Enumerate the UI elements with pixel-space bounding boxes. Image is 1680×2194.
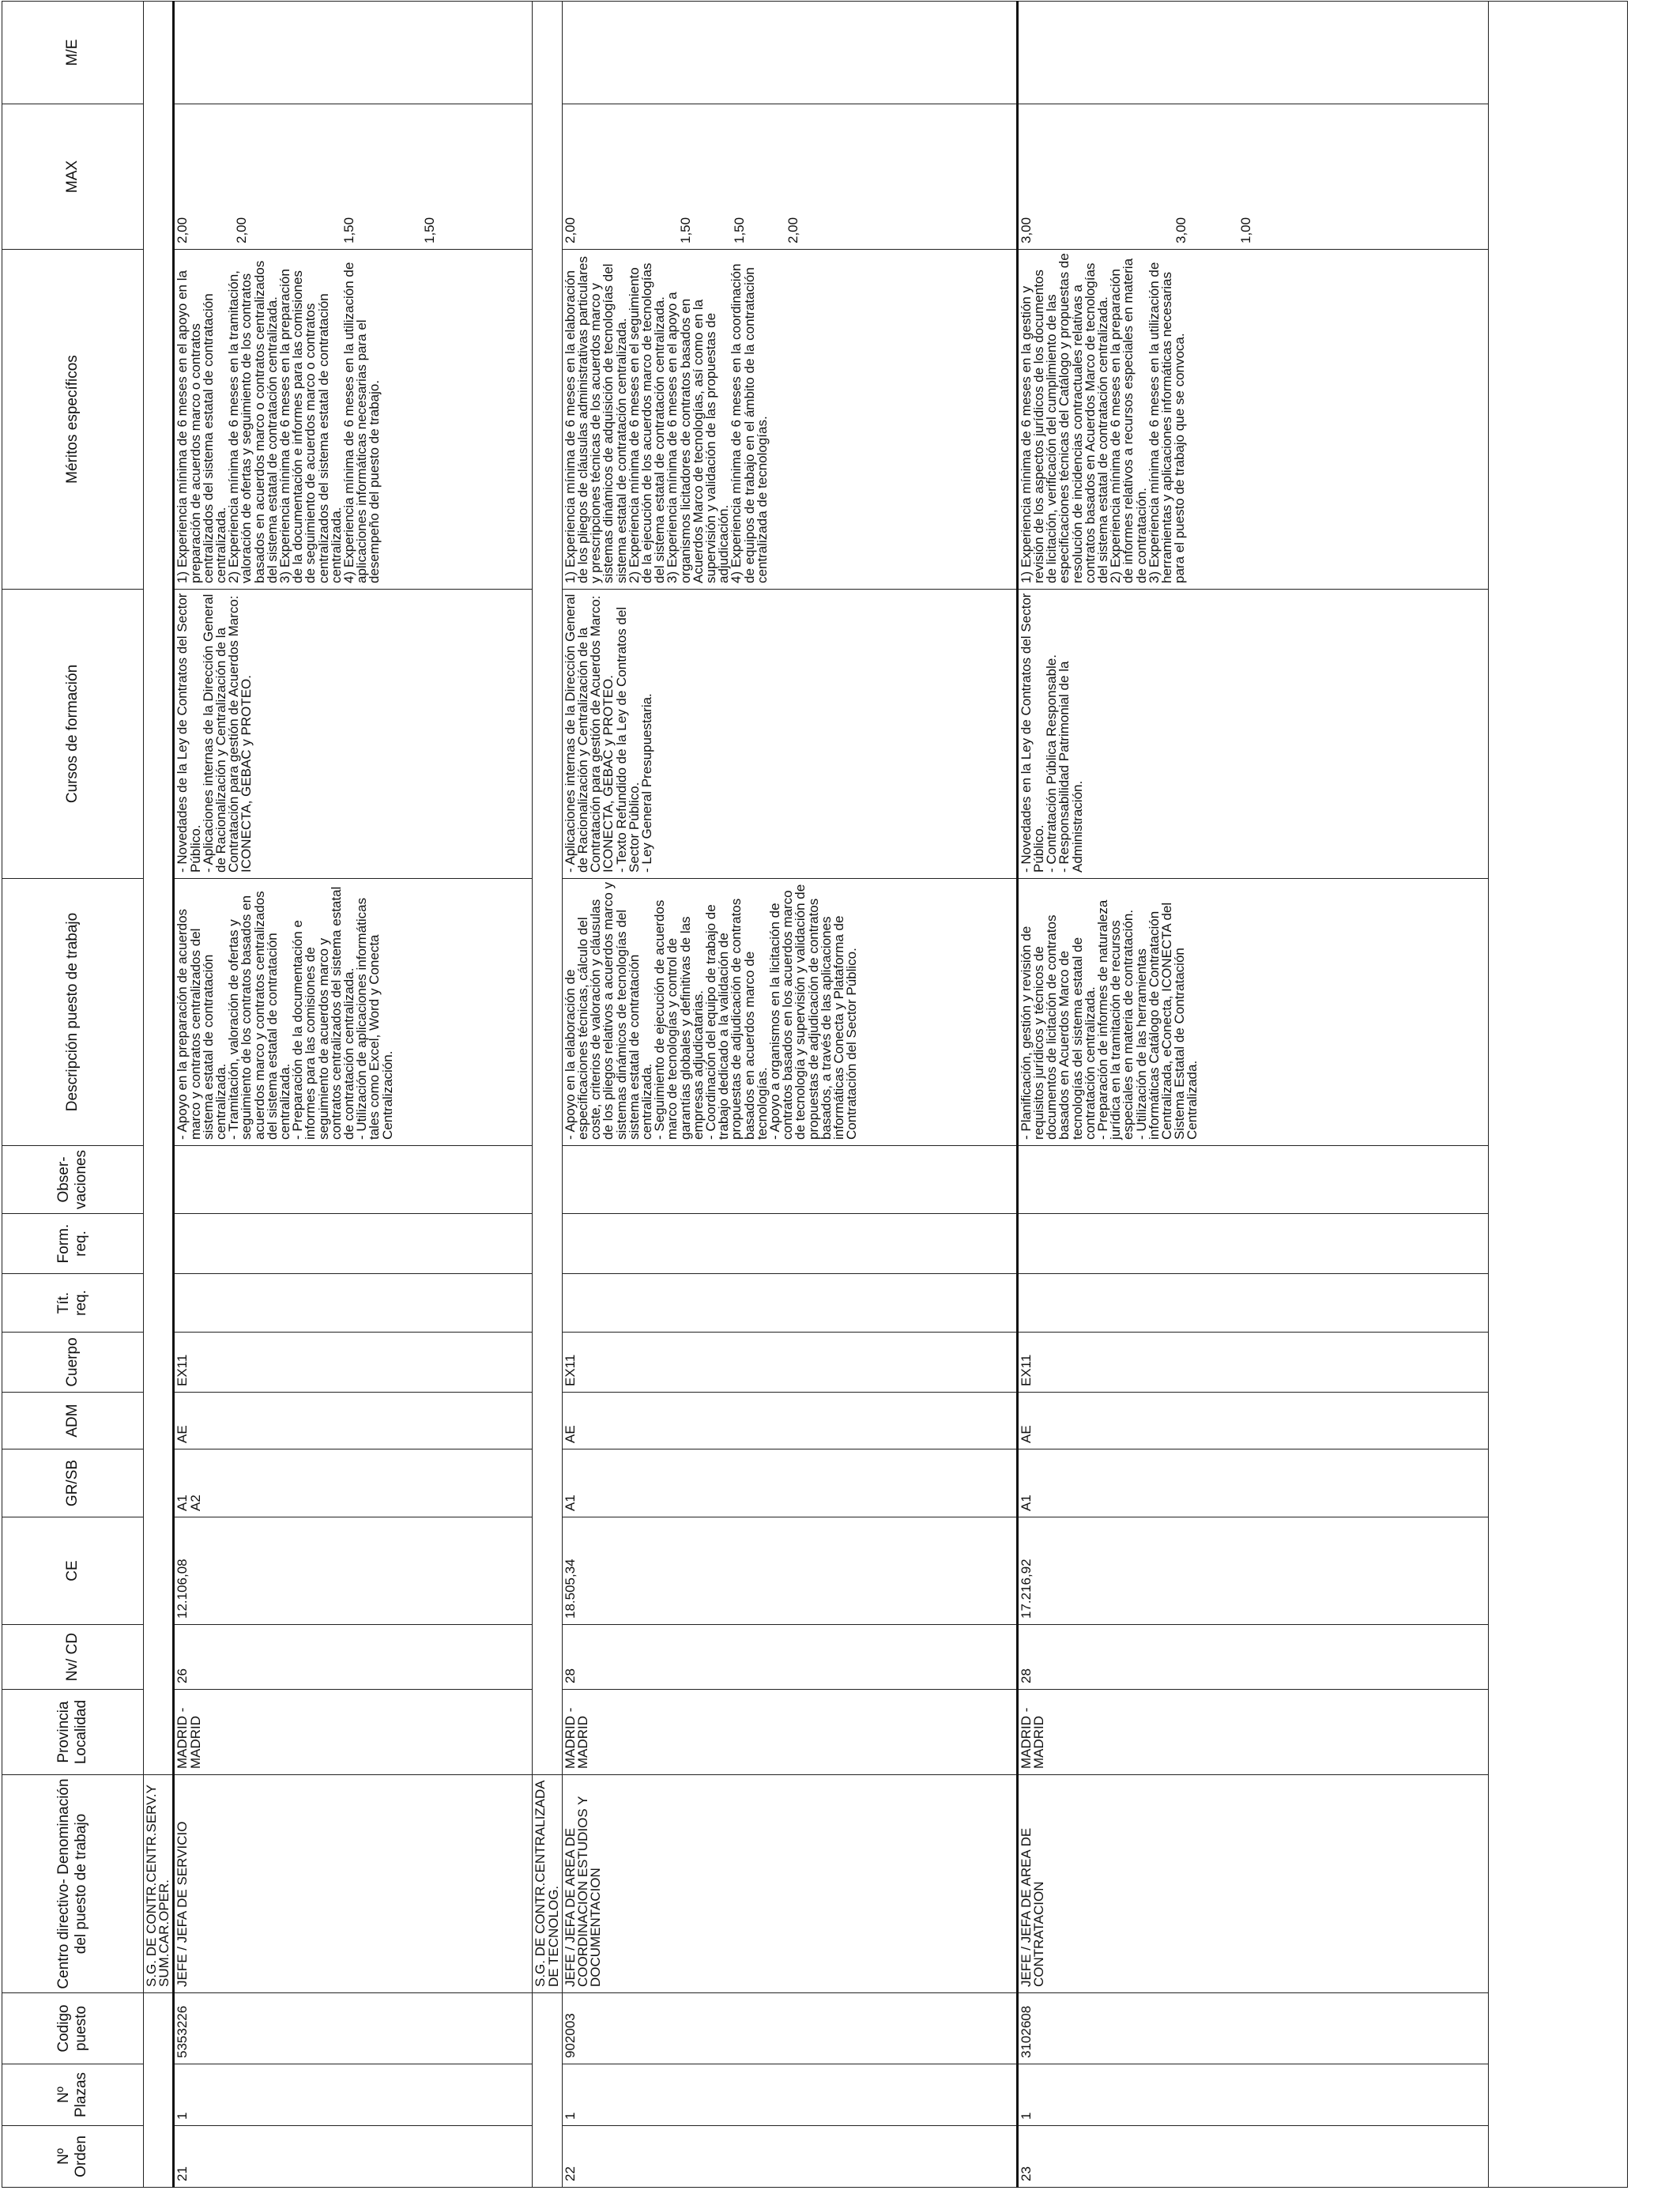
cell-me	[1017, 2, 1488, 104]
header-formacion: Form. req.	[2, 1214, 144, 1274]
cell-provincia	[174, 1690, 533, 1775]
cell-grupo	[562, 1449, 1017, 1517]
cell-grupo	[1017, 1449, 1488, 1517]
cell-orden: 21	[174, 2126, 533, 2188]
cell-formacion	[174, 1214, 533, 1274]
cell-meritos	[1017, 250, 1488, 590]
header-adm: ADM	[2, 1393, 144, 1449]
table-row	[174, 2, 533, 2188]
subheading-cell	[144, 1775, 174, 1993]
cell-adm: AE	[562, 1393, 1017, 1449]
cell-titulacion	[1017, 1274, 1488, 1333]
cell-plazas: 1	[1017, 2064, 1488, 2126]
subheading-row	[144, 2, 174, 2188]
cell-me	[174, 2, 533, 104]
max-score-3: 1,50	[341, 217, 356, 243]
header-observaciones: Obser- vaciones	[2, 1146, 144, 1214]
grupo-text: A1 A2	[175, 1495, 203, 1511]
max-score-2: 3,00	[1173, 217, 1189, 243]
cell-grupo	[174, 1449, 533, 1517]
cell-orden: 23	[1017, 2126, 1488, 2188]
cell-cursos	[562, 590, 1017, 879]
cell-codigo: 5353226	[174, 1993, 533, 2064]
meritos-text: 1) Experiencia mínima de 6 meses en la gestión y revisión de los aspectos jurídicos de los documentos de licitación, verificación del cumplimiento de las especificaciones técnicas del Catálogo y propuestas de resolución de incidencias contractuales relativas a contratos basados en Acuerdos Marco de tecnologías del sistema estatal de contratación centralizada. 2) Experiencia mínima de 6 meses en la preparación de informes relativos a recursos especiales en materia de contratación. 3) Experiencia mínima de 6 meses en la utilización de herramientas y aplicaciones informáticas necesarias para el puesto de trabajo que se convoca.	[1018, 253, 1188, 583]
cell-plazas: 1	[562, 2064, 1017, 2126]
cell-centro	[174, 1775, 533, 1993]
cell-cuerpo: EX11	[1017, 1333, 1488, 1393]
cell-nivel: 28	[562, 1625, 1017, 1690]
header-grupo: GR/SB	[2, 1449, 144, 1517]
meritos-text: 1) Experiencia mínima de 6 meses en el apoyo en la preparación de acuerdos marco o contratos centralizados del sistema estatal de contratación centralizada. 2) Experiencia mínima de 6 meses en la tramitación, valoración de ofertas y seguimiento de los contratos basados en acuerdos marco o contratos centralizados del sistema estatal de contratación centralizada. 3) Experiencia mínima de 6 meses en la preparación de la documentación e informes para las comisiones de seguimiento de acuerdos marco o contratos centralizados del sistema estatal de contratación centralizada. 4) Experiencia mínima de 6 meses en la utilización de aplicaciones informáticas necesarias para el desempeño del puesto de trabajo.	[175, 260, 382, 583]
header-cuerpo: Cuerpo	[2, 1333, 144, 1393]
header-meritos: Méritos específicos	[2, 250, 144, 590]
max-score-1: 2,00	[175, 217, 190, 243]
cell-centro	[1017, 1775, 1488, 1993]
header-descripcion: Descripción puesto de trabajo	[2, 879, 144, 1146]
cell-cursos	[1017, 590, 1488, 879]
max-score-2: 2,00	[233, 217, 249, 243]
descripcion-text: - Planificación, gestión y revisión de requisitos jurídicos y técnicos de documentos de licitación de contratos basados en Acuerdos Marco de tecnologías del sistema estatal de contratación centralizada. - Preparación de informes de naturaleza jurídica en la tramitación de recursos especiales en materia de contratación. - Utilización de las herramientas informáticas Catálogo de Contratación Centralizada, eConecta, ICONECTA del Sistema Estatal de Contratación Centralizada.	[1018, 899, 1200, 1140]
subheading-cell	[533, 1775, 562, 1993]
centro-text: JEFE / JEFA DE AREA DE COORDINACION ESTUDIOS Y DOCUMENTACION	[562, 1793, 604, 1987]
cell-ce: 17.216,92	[1017, 1517, 1488, 1625]
cell-cursos	[174, 590, 533, 879]
max-score-3: 1,00	[1238, 217, 1254, 243]
header-orden: Nº Orden	[2, 2126, 144, 2188]
header-codigo: Codigo puesto	[2, 1993, 144, 2064]
cell-codigo: 3102608	[1017, 1993, 1488, 2064]
cell-max	[174, 104, 533, 250]
cell-observaciones	[562, 1146, 1017, 1214]
cursos-text: - Novedades en la Ley de Contratos del Sector Público. - Contratación Pública Responsable. - Responsabilidad Patrimonial de la Administración.	[1018, 593, 1085, 873]
max-score-4: 2,00	[785, 217, 801, 243]
subheading-text: S.G. DE CONTR.CENTRALIZADA DE TECNOLOG.	[533, 1777, 561, 1987]
max-score-1: 3,00	[1018, 217, 1034, 243]
cell-cuerpo: EX11	[174, 1333, 533, 1393]
cell-formacion	[1017, 1214, 1488, 1274]
max-score-2: 1,50	[678, 217, 694, 243]
cursos-text: - Novedades de la Ley de Contratos del Sector Público. - Aplicaciones internas de la Dirección General de Racionalización y Centralización de la Contratación para gestión de Acuerdos Marco: ICONECTA, GEBAC y PROTEO.	[175, 593, 254, 873]
header-max: MAX	[2, 104, 144, 250]
header-me: M/E	[2, 2, 144, 104]
cell-descripcion	[174, 879, 533, 1146]
max-score-4: 1,50	[422, 217, 438, 243]
header-plazas: Nº Plazas	[2, 2064, 144, 2126]
provincia-text: MADRID - MADRID	[1018, 1703, 1047, 1769]
max-score-3: 1,50	[732, 217, 748, 243]
cell-nivel: 28	[1017, 1625, 1488, 1690]
job-positions-table	[2, 1, 1628, 2188]
cell-provincia	[1017, 1690, 1488, 1775]
cell-adm: AE	[1017, 1393, 1488, 1449]
descripcion-text: - Apoyo en la elaboración de especificaciones técnicas, cálculo del coste, criterios de valoración y cláusulas de los pliegos relativos a acuerdos marco y sistemas dinámicos de tecnologías del sistema estatal de contratación centralizada. - Seguimiento de ejecución de acuerdos marco de tecnologías y control de garantías globales y definitivas de las empresas adjudicatarias. - Coordinación del equipo de trabajo de trabajo dedicado a la validación de propuestas de adjudicación de contratos basados en acuerdos marco de tecnologías. - Apoyo a organismos en la licitación de contratos basados en los acuerdos marco de tecnología y supervisión y validación de propuestas de adjudicación de contratos basados, a través de las aplicaciones informáticas Conecta y Plataforma de Contratación del Sector Público.	[562, 882, 860, 1140]
cell-formacion	[562, 1214, 1017, 1274]
cell-cuerpo: EX11	[562, 1333, 1017, 1393]
cell-nivel: 26	[174, 1625, 533, 1690]
cell-centro	[562, 1775, 1017, 1993]
cell-descripcion	[1017, 879, 1488, 1146]
grupo-text: A1	[562, 1495, 578, 1511]
header-titulacion: Tít. req.	[2, 1274, 144, 1333]
meritos-text: 1) Experiencia mínima de 6 meses en la elaboración de los pliegos de cláusulas administrativas particulares y prescripciones técnicas de los acuerdos marco y sistemas dinámicos de adquisición de tecnologías del sistema estatal de contratación centralizada. 2) Experiencia mínima de 6 meses en el seguimiento de la ejecución de los acuerdos marco de tecnologías del sistema estatal de contratación centralizada. 3) Experiencia mínima de 6 meses en el apoyo a organismos licitadores de contratos basados en Acuerdos Marco de tecnologías, así como en la supervisión y validación de las propuestas de adjudicación. 4) Experiencia mínima de 6 meses en la coordinación de equipos de trabajo en el ámbito de la contratación centralizada de tecnologías.	[562, 256, 770, 583]
cell-titulacion	[562, 1274, 1017, 1333]
cell-max	[562, 104, 1017, 250]
max-score-1: 2,00	[562, 217, 578, 243]
descripcion-text: - Apoyo en la preparación de acuerdos marco y contratos centralizados del sistema estatal de contratación centralizada. - Tramitación, valoración de ofertas y seguimiento de los contratos basados en acuerdos marco y contratos centralizados del sistema estatal de contratación centralizada. - Preparación de la documentación e informes para las comisiones de seguimiento de acuerdos marco y contratos centralizados del sistema estatal de contratación centralizada. - Utilización de aplicaciones informáticas tales como Excel, Word y Conecta Centralización.	[175, 886, 395, 1140]
cell-descripcion	[562, 879, 1017, 1146]
provincia-text: MADRID - MADRID	[562, 1703, 591, 1769]
centro-text: JEFE / JEFA DE AREA DE CONTRATACION	[1018, 1824, 1047, 1987]
header-ce: CE	[2, 1517, 144, 1625]
cell-observaciones	[174, 1146, 533, 1214]
cell-meritos	[174, 250, 533, 590]
subheading-text: S.G. DE CONTR.CENTR.SERV.Y SUM.CAR.OPER.	[144, 1781, 172, 1987]
cell-ce: 18.505,34	[562, 1517, 1017, 1625]
table-row	[1017, 2, 1488, 2188]
header-row	[2, 2, 144, 2188]
cursos-text: - Aplicaciones internas de la Dirección General de Racionalización y Centralización de la Contratación para gestión de Acuerdos Marco: ICONECTA, GEBAC y PROTEO. - Texto Refundido de la Ley de Contratos del Sector Público. - Ley General Presupuestaria.	[562, 594, 655, 873]
header-provincia: Provincia Localidad	[2, 1690, 144, 1775]
header-centro: Centro directivo- Denominación del puesto de trabajo	[2, 1775, 144, 1993]
centro-text: JEFE / JEFA DE SERVICIO	[175, 1821, 190, 1987]
provincia-text: MADRID - MADRID	[175, 1703, 203, 1769]
grupo-text: A1	[1018, 1495, 1034, 1511]
cell-provincia	[562, 1690, 1017, 1775]
header-nivel: Nv/ CD	[2, 1625, 144, 1690]
cell-adm: AE	[174, 1393, 533, 1449]
cell-meritos	[562, 250, 1017, 590]
filler-row	[1488, 2, 1627, 2188]
cell-max	[1017, 104, 1488, 250]
subheading-row	[533, 2, 562, 2188]
cell-observaciones	[1017, 1146, 1488, 1214]
cell-plazas: 1	[174, 2064, 533, 2126]
table-row	[562, 2, 1017, 2188]
cell-ce: 12.106,08	[174, 1517, 533, 1625]
cell-me	[562, 2, 1017, 104]
cell-titulacion	[174, 1274, 533, 1333]
header-cursos: Cursos de formación	[2, 590, 144, 879]
cell-codigo: 902003	[562, 1993, 1017, 2064]
cell-orden: 22	[562, 2126, 1017, 2188]
